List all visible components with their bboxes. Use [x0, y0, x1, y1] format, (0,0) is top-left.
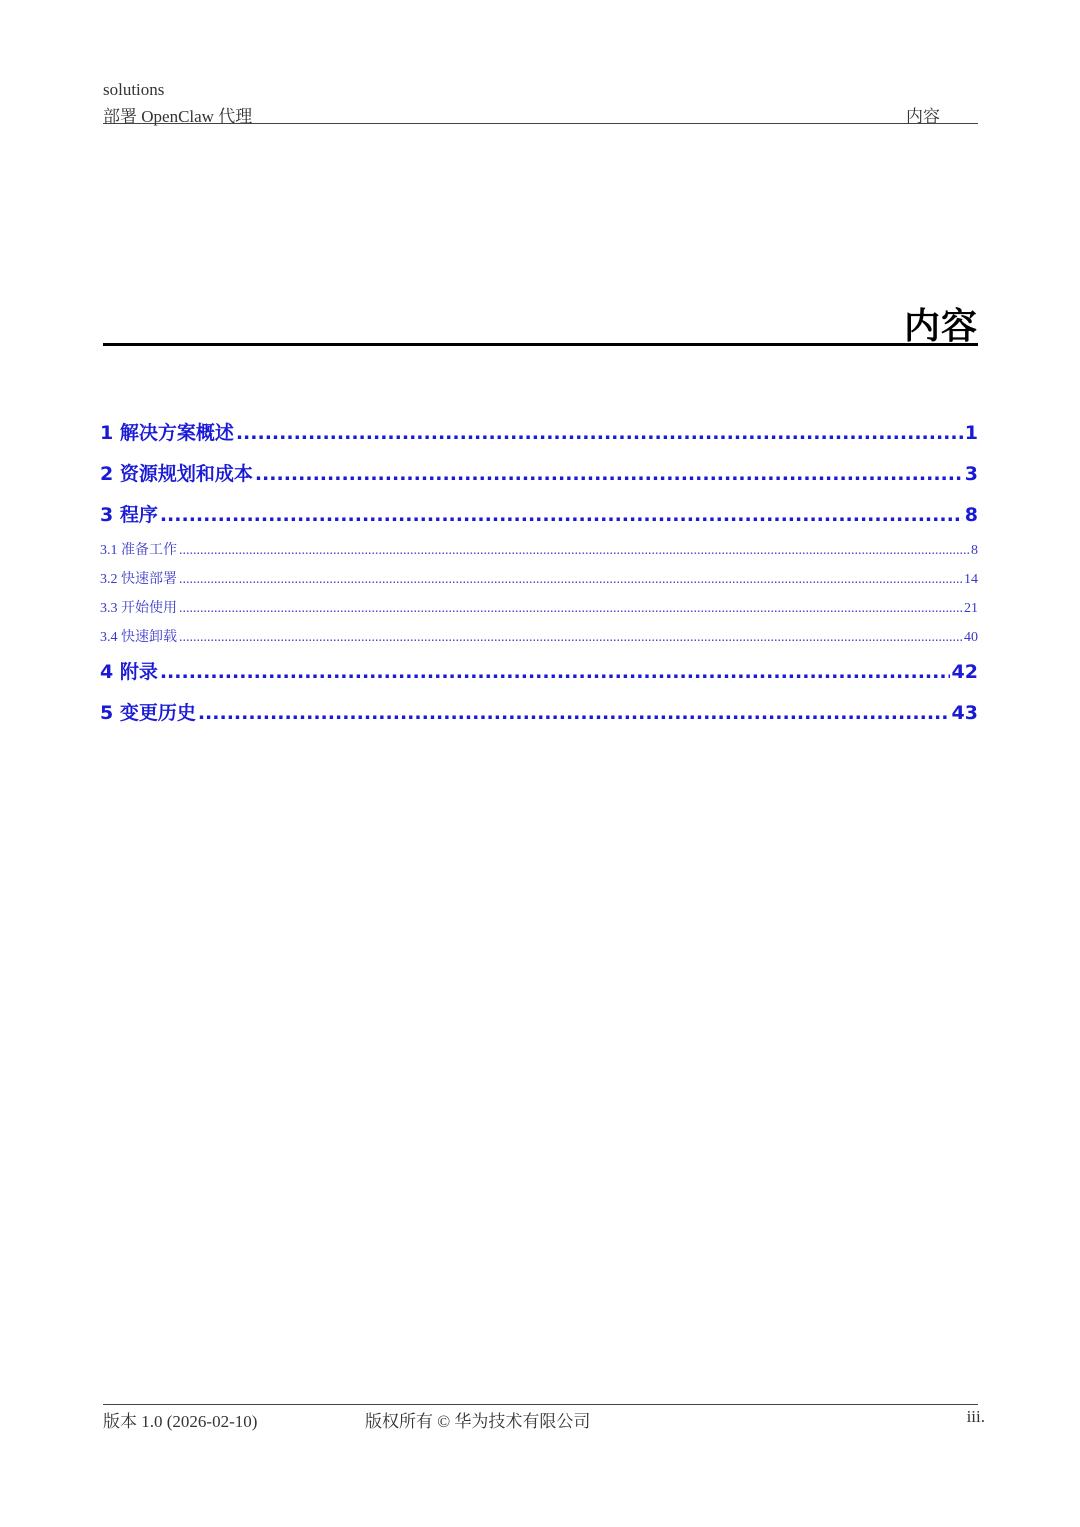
toc-entry-3-2[interactable]	[100, 570, 978, 599]
toc-entry-page: 8	[964, 504, 978, 526]
toc-entry-page: 1	[964, 422, 978, 444]
footer-copyright: 版权所有 © 华为技术有限公司	[365, 1412, 591, 1431]
toc-entry-page: 42	[951, 661, 978, 683]
toc-entry-3-4[interactable]	[100, 628, 978, 657]
header-product: solutions	[103, 80, 165, 99]
toc-entry-4[interactable]	[100, 657, 978, 698]
footer-version: 版本 1.0 (2026-02-10)	[103, 1412, 258, 1431]
toc-entry-label: 1 解决方案概述	[100, 422, 234, 444]
footer-divider	[103, 1404, 978, 1405]
page-title: 内容	[903, 306, 978, 347]
toc-entry-label: 3.4 快速卸载	[100, 630, 177, 645]
toc-leader-dots	[236, 418, 963, 448]
toc-entry-1[interactable]	[100, 418, 978, 459]
header-doc-title: 部署 OpenClaw 代理	[103, 107, 253, 126]
toc-entry-page: 43	[951, 702, 978, 724]
header-divider	[103, 123, 978, 124]
toc-entry-3-1[interactable]	[100, 541, 978, 570]
toc-entry-3[interactable]	[100, 500, 978, 541]
toc-entry-page: 8	[971, 543, 978, 558]
header-line	[103, 102, 978, 124]
toc-leader-dots	[179, 541, 969, 561]
toc-entry-2[interactable]	[100, 459, 978, 500]
toc-entry-label: 3 程序	[100, 504, 158, 526]
toc-entry-label: 3.2 快速部署	[100, 572, 177, 587]
toc-entry-label: 4 附录	[100, 661, 158, 683]
toc-entry-3-3[interactable]	[100, 599, 978, 628]
toc-entry-label: 2 资源规划和成本	[100, 463, 253, 485]
toc-leader-dots	[160, 657, 950, 687]
table-of-contents	[100, 418, 978, 739]
header-section: 内容	[906, 107, 940, 126]
page-header	[103, 80, 978, 124]
toc-leader-dots	[255, 459, 963, 489]
toc-entry-page: 3	[964, 463, 978, 485]
toc-entry-page: 40	[964, 630, 978, 645]
toc-leader-dots	[160, 500, 963, 530]
toc-entry-page: 14	[964, 572, 978, 587]
toc-entry-label: 3.1 准备工作	[100, 543, 177, 558]
toc-entry-5[interactable]	[100, 698, 978, 739]
toc-entry-page: 21	[964, 601, 978, 616]
footer-page-number: iii.	[966, 1407, 985, 1426]
toc-entry-label: 5 变更历史	[100, 702, 196, 724]
toc-leader-dots	[179, 628, 962, 648]
page-footer	[103, 1407, 985, 1429]
toc-leader-dots	[198, 698, 950, 728]
title-divider	[103, 343, 978, 346]
toc-entry-label: 3.3 开始使用	[100, 601, 177, 616]
toc-leader-dots	[179, 570, 962, 590]
toc-leader-dots	[179, 599, 962, 619]
